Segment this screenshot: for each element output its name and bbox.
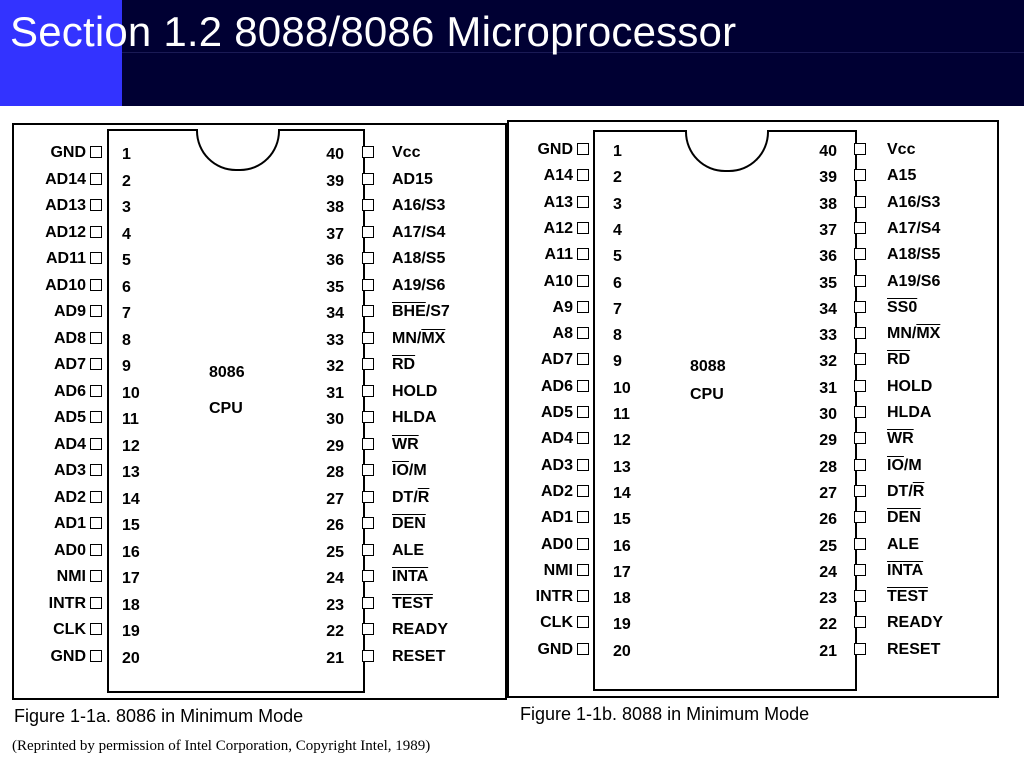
pin-name: NMI [543, 561, 573, 579]
pin-number: 5 [122, 252, 131, 269]
pin-number: 23 [819, 590, 837, 608]
pin-name: A16/S3 [887, 193, 941, 211]
pin-terminal [362, 623, 374, 635]
pin-number: 6 [613, 274, 622, 292]
pin-terminal [362, 305, 374, 317]
pin-terminal [362, 411, 374, 423]
pin-32-rd [509, 348, 997, 372]
pin-name: AD7 [540, 351, 573, 369]
pin-number: 37 [819, 221, 837, 239]
pin-number: 38 [326, 199, 344, 216]
pin-name: A16/S3 [392, 197, 446, 214]
pin-name: INTA [392, 568, 429, 585]
pin-24-inta [509, 559, 997, 583]
pinout-diagram-8086 [12, 123, 507, 700]
pin-name: INTR [535, 588, 573, 606]
pin-number: 13 [613, 458, 631, 476]
pin-name: A18/S5 [887, 246, 941, 264]
pin-terminal [362, 252, 374, 264]
pin-name: $\overline{RD}$ [392, 356, 416, 373]
pin-name: $MN/\overline{MX}$ [887, 325, 941, 343]
pin-terminal [362, 438, 374, 450]
pin-name: HOLD [887, 377, 933, 395]
pin-number: 29 [326, 437, 344, 455]
pin-25-ale [14, 539, 505, 563]
pin-name: A10 [543, 272, 573, 290]
pin-terminal [854, 590, 866, 602]
pin-number: 26 [819, 511, 837, 529]
pin-number: 24 [819, 563, 837, 581]
pin-name: $\overline{BHE}/S7$ [392, 303, 450, 320]
pin-28-io-m [14, 459, 505, 483]
pin-number: 9 [122, 358, 131, 375]
pin-name: AD1 [540, 509, 573, 527]
pin-number: 40 [326, 146, 344, 163]
pin-terminal [362, 226, 374, 238]
pin-number: 25 [326, 543, 344, 561]
pin-number: 8 [122, 331, 131, 349]
pin-terminal [854, 406, 866, 418]
pin-35-a19-s6 [14, 274, 505, 298]
pin-36-a18-s5 [509, 243, 997, 267]
pin-40-vcc [509, 138, 997, 162]
pin-number: 22 [819, 616, 837, 634]
pin-name: A11 [544, 246, 573, 264]
pin-number: 39 [819, 169, 837, 187]
pin-name: Vcc [392, 144, 421, 161]
pin-number: 12 [122, 437, 140, 455]
pin-28-io-m [509, 454, 997, 478]
pin-name: GND [50, 647, 86, 665]
pin-name: ALE [887, 535, 919, 553]
pin-name: A15 [887, 167, 917, 185]
pin-name: RESET [887, 640, 941, 658]
pin-terminal [854, 616, 866, 628]
pin-40-vcc [14, 141, 505, 165]
pin-terminal [362, 650, 374, 662]
pin-number: 19 [613, 616, 631, 634]
pin-name: AD2 [53, 488, 86, 506]
chip-name-label: 8088 [690, 358, 726, 375]
pin-number: 3 [122, 199, 131, 216]
pin-25-ale [509, 533, 997, 557]
pin-number: 24 [326, 570, 344, 587]
pin-terminal [854, 643, 866, 655]
pin-38-a16-s3 [14, 194, 505, 218]
pin-name: INTA [887, 561, 924, 579]
pin-31-hold [509, 375, 997, 399]
chip-cpu-label: CPU [209, 400, 243, 417]
pin-name: A8 [552, 325, 573, 343]
pin-number: 17 [613, 563, 631, 581]
pin-terminal [854, 169, 866, 181]
pin-name: AD10 [45, 276, 86, 294]
chip-cpu-label: CPU [690, 386, 724, 403]
pin-21-reset [14, 645, 505, 669]
pin-number: 13 [122, 464, 140, 481]
pin-name: $\overline{WR}$ [392, 435, 419, 453]
pin-name: AD13 [45, 197, 86, 214]
pin-name: Vcc [887, 141, 916, 158]
pin-number: 34 [819, 300, 837, 318]
pin-name: AD8 [53, 329, 86, 347]
pin-name: CLK [540, 614, 573, 632]
pin-terminal [854, 511, 866, 523]
pin-number: 17 [122, 570, 140, 587]
pin-number: 6 [122, 278, 131, 296]
pin-terminal [362, 385, 374, 397]
pin-33-mn-mx [509, 322, 997, 346]
pin-name: READY [392, 621, 449, 638]
pin-number: 22 [326, 623, 344, 640]
pin-number: 4 [122, 225, 131, 243]
pin-name: AD7 [53, 356, 86, 373]
pin-name: $\overline{DEN}$ [392, 515, 426, 532]
pin-number: 32 [819, 353, 837, 371]
pin-23-test [14, 592, 505, 616]
pin-terminal [854, 275, 866, 287]
pin-terminal [854, 222, 866, 234]
pin-30-hlda [509, 401, 997, 425]
pin-name: GND [50, 144, 86, 161]
pin-number: 20 [122, 649, 140, 667]
pin-26-den [14, 512, 505, 536]
pin-24-inta [14, 565, 505, 589]
pin-27-dt-r [509, 480, 997, 504]
figure-caption-8086: Figure 1-1a. 8086 in Minimum Mode [14, 706, 304, 726]
pin-terminal [362, 199, 374, 211]
pin-name: AD5 [540, 404, 573, 421]
pin-number: 33 [819, 327, 837, 345]
pin-terminal [854, 432, 866, 444]
pin-number: 35 [326, 278, 344, 296]
pin-number: 8 [613, 327, 622, 345]
pin-number: 3 [613, 195, 622, 213]
pin-name: AD4 [540, 430, 573, 448]
pin-37-a17-s4 [509, 217, 997, 241]
pin-terminal [362, 491, 374, 503]
pin-name: A9 [552, 298, 573, 316]
pin-number: 20 [613, 642, 631, 660]
pin-name: AD14 [45, 170, 86, 188]
pin-number: 7 [122, 305, 131, 322]
pin-37-a17-s4 [14, 221, 505, 245]
pin-39-ad15 [14, 168, 505, 192]
pin-name: HLDA [392, 409, 437, 426]
pin-number: 18 [613, 590, 631, 608]
pin-name: A17/S4 [392, 223, 446, 241]
pin-name: HLDA [887, 404, 932, 421]
pin-terminal [854, 538, 866, 550]
pin-name: NMI [56, 568, 86, 585]
pin-number: 29 [819, 432, 837, 450]
pin-34-ss0 [509, 296, 997, 320]
pin-terminal [362, 544, 374, 556]
pin-name: AD1 [53, 515, 86, 532]
pin-number: 10 [122, 384, 140, 402]
pin-number: 31 [326, 384, 344, 402]
pin-terminal [362, 332, 374, 344]
pin-name: CLK [53, 621, 86, 638]
pin-terminal [362, 279, 374, 291]
pin-name: AD5 [53, 409, 86, 426]
chip-name-label: 8086 [209, 364, 245, 381]
pin-name: $\overline{IO}/M$ [392, 462, 427, 479]
pin-name: $DT/\overline{R}$ [392, 488, 430, 506]
pin-name: A19/S6 [392, 276, 446, 294]
pin-32-rd [14, 353, 505, 377]
pin-terminal [854, 564, 866, 576]
pin-name: TEST [887, 588, 928, 606]
pin-number: 18 [122, 596, 140, 614]
pin-name: AD15 [392, 170, 433, 188]
pin-number: 36 [326, 252, 344, 269]
pin-number: 21 [326, 649, 344, 667]
pin-number: 25 [819, 537, 837, 555]
pin-35-a19-s6 [509, 270, 997, 294]
pin-name: AD3 [53, 462, 86, 479]
pin-number: 1 [122, 146, 131, 163]
pin-name: $\overline{IO}/M$ [887, 456, 922, 474]
pin-number: 27 [819, 484, 837, 502]
pin-number: 31 [819, 379, 837, 397]
pin-number: 23 [326, 596, 344, 614]
pin-name: AD0 [53, 541, 86, 559]
pin-34-bhe-s7 [14, 300, 505, 324]
pin-name: SS0 [887, 298, 918, 316]
pin-name: AD4 [53, 435, 86, 453]
pin-terminal [854, 353, 866, 365]
pin-22-ready [14, 618, 505, 642]
pin-39-a15 [509, 164, 997, 188]
pin-name: A14 [543, 167, 573, 185]
pin-number: 30 [819, 406, 837, 423]
pin-number: 14 [122, 490, 140, 508]
pin-number: 15 [613, 511, 631, 529]
pin-27-dt-r [14, 486, 505, 510]
pin-terminal [362, 597, 374, 609]
pin-terminal [362, 464, 374, 476]
pin-name: $\overline{RD}$ [887, 351, 911, 369]
pin-terminal [854, 248, 866, 260]
pin-name: READY [887, 614, 944, 632]
pin-number: 21 [819, 642, 837, 660]
pin-number: 34 [326, 305, 344, 322]
pin-30-hlda [14, 406, 505, 430]
pin-name: AD12 [45, 223, 86, 241]
pin-number: 26 [326, 517, 344, 534]
pin-33-mn-mx [14, 327, 505, 351]
pin-number: 2 [613, 169, 622, 187]
pin-terminal [854, 380, 866, 392]
pin-name: A12 [543, 219, 573, 237]
pin-terminal [362, 146, 374, 158]
pin-number: 2 [122, 172, 131, 190]
pin-name: RESET [392, 647, 446, 665]
pin-number: 11 [122, 411, 139, 428]
pin-terminal [362, 173, 374, 185]
slide-title: Section 1.2 8088/8086 Microprocessor [10, 8, 737, 55]
pin-number: 1 [613, 143, 622, 160]
pin-name: A17/S4 [887, 219, 941, 237]
pin-name: AD2 [540, 482, 573, 500]
pin-name: AD9 [53, 303, 86, 320]
pin-name: GND [537, 141, 573, 158]
pin-number: 32 [326, 358, 344, 375]
pin-number: 37 [326, 225, 344, 243]
pin-name: ALE [392, 541, 424, 559]
pin-number: 10 [613, 379, 631, 397]
pin-23-test [509, 585, 997, 609]
pin-number: 19 [122, 623, 140, 640]
pin-number: 30 [326, 411, 344, 428]
pin-number: 16 [613, 537, 631, 555]
pin-22-ready [509, 611, 997, 635]
pin-name: AD0 [540, 535, 573, 553]
pin-terminal [854, 327, 866, 339]
pin-name: TEST [392, 594, 433, 612]
pin-number: 5 [613, 248, 622, 266]
pin-number: 15 [122, 517, 140, 534]
pin-number: 33 [326, 331, 344, 349]
pin-name: AD6 [540, 377, 573, 395]
pin-number: 27 [326, 490, 344, 508]
pin-terminal [854, 301, 866, 313]
pin-name: A13 [543, 193, 573, 211]
pin-name: GND [537, 640, 573, 658]
pin-name: AD6 [53, 382, 86, 400]
pin-number: 28 [819, 458, 837, 476]
pin-name: HOLD [392, 382, 438, 400]
pin-terminal [854, 143, 866, 155]
pin-number: 38 [819, 195, 837, 213]
pin-name: A19/S6 [887, 272, 941, 290]
pin-number: 35 [819, 274, 837, 292]
pin-name: A18/S5 [392, 250, 446, 267]
pin-31-hold [14, 380, 505, 404]
pin-terminal [854, 196, 866, 208]
pin-21-reset [509, 638, 997, 662]
pin-terminal [362, 570, 374, 582]
pin-name: AD11 [45, 250, 86, 267]
pin-number: 16 [122, 543, 140, 561]
pin-terminal [362, 358, 374, 370]
copyright-credit: (Reprinted by permission of Intel Corporation, Copyright Intel, 1989) [12, 738, 431, 754]
pin-26-den [509, 506, 997, 530]
pin-terminal [854, 459, 866, 471]
pinout-diagram-8088 [507, 120, 999, 698]
pin-name: $DT/\overline{R}$ [887, 482, 925, 500]
pin-number: 7 [613, 300, 622, 318]
pin-number: 28 [326, 464, 344, 481]
pin-number: 14 [613, 484, 631, 502]
pin-number: 40 [819, 143, 837, 160]
pin-29-wr [509, 427, 997, 451]
pin-number: 9 [613, 353, 622, 371]
pin-number: 12 [613, 432, 631, 450]
pin-number: 36 [819, 248, 837, 266]
pin-name: AD3 [540, 456, 573, 474]
pin-number: 4 [613, 221, 622, 239]
pin-terminal [362, 517, 374, 529]
pin-name: $\overline{WR}$ [887, 430, 914, 448]
pin-terminal [854, 485, 866, 497]
pin-number: 39 [326, 172, 344, 190]
pin-name: $MN/\overline{MX}$ [392, 329, 446, 347]
pin-number: 11 [613, 406, 630, 423]
figure-caption-8088: Figure 1-1b. 8088 in Minimum Mode [520, 704, 810, 724]
pin-29-wr [14, 433, 505, 457]
pin-38-a16-s3 [509, 191, 997, 215]
pin-36-a18-s5 [14, 247, 505, 271]
pin-name: INTR [48, 594, 86, 612]
pin-name: $\overline{DEN}$ [887, 509, 921, 527]
